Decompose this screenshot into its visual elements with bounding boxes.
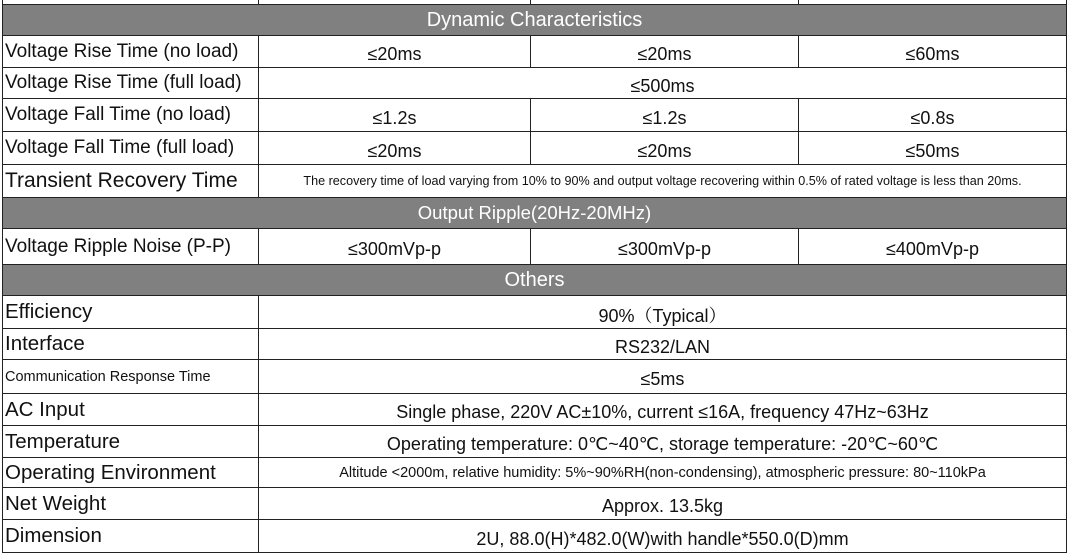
table-row	[3, 36, 1067, 68]
cell-value: ≤50ms	[799, 132, 1067, 165]
section-title: Output Ripple(20Hz-20MHz)	[3, 198, 1067, 229]
table-row	[3, 520, 1067, 553]
cell-value: Approx. 13.5kg	[259, 488, 1067, 520]
row-label: AC Input	[3, 394, 259, 426]
row-label: Communication Response Time	[3, 360, 259, 394]
row-label: Voltage Ripple Noise (P-P)	[3, 229, 259, 265]
cell-value: ≤1.2s	[259, 99, 531, 132]
cell-value: 90%（Typical）	[259, 296, 1067, 329]
cell-value: Single phase, 220V AC±10%, current ≤16A, frequency 47Hz~63Hz	[259, 394, 1067, 426]
row-label: Voltage Rise Time (no load)	[3, 36, 259, 68]
cell-value: ≤20ms	[531, 132, 799, 165]
row-label: Operating Environment	[3, 458, 259, 488]
cell-value: ≤300mVp-p	[531, 229, 799, 265]
section-header-ripple	[3, 198, 1067, 229]
table-row	[3, 458, 1067, 488]
cell-value: Operating temperature: 0℃~40℃, storage temperature: -20℃~60℃	[259, 426, 1067, 458]
table-row	[3, 229, 1067, 265]
row-label: Voltage Fall Time (full load)	[3, 132, 259, 165]
table-row	[3, 360, 1067, 394]
cell-value: 2U, 88.0(H)*482.0(W)with handle*550.0(D)mm	[259, 520, 1067, 553]
row-label: Efficiency	[3, 296, 259, 329]
section-title: Dynamic Characteristics	[3, 5, 1067, 36]
cell-value: ≤20ms	[259, 36, 531, 68]
cell-value: ≤20ms	[259, 132, 531, 165]
table-row	[3, 426, 1067, 458]
cell-value: ≤0.8s	[799, 99, 1067, 132]
row-label: Voltage Fall Time (no load)	[3, 99, 259, 132]
cell-value: ≤5ms	[259, 360, 1067, 394]
cell-value: RS232/LAN	[259, 329, 1067, 360]
cell-value: Altitude <2000m, relative humidity: 5%~90%RH(non-condensing), atmospheric pressure: 80~110kPa	[259, 458, 1067, 488]
table-row	[3, 296, 1067, 329]
row-label: Voltage Rise Time (full load)	[3, 68, 259, 99]
cell-value: The recovery time of load varying from 10% to 90% and output voltage recovering within 0.5% of rated voltage is less than 20ms.	[259, 165, 1067, 198]
spec-table	[2, 0, 1067, 553]
row-label: Temperature	[3, 426, 259, 458]
table-row	[3, 132, 1067, 165]
row-label: Dimension	[3, 520, 259, 553]
table-row	[3, 488, 1067, 520]
section-title: Others	[3, 265, 1067, 296]
cell-value: ≤60ms	[799, 36, 1067, 68]
table-row	[3, 165, 1067, 198]
section-header-others	[3, 265, 1067, 296]
row-label: Interface	[3, 329, 259, 360]
row-label: Transient Recovery Time	[3, 165, 259, 198]
cell-value: ≤500ms	[259, 68, 1067, 99]
cell-value: ≤1.2s	[531, 99, 799, 132]
table-row	[3, 394, 1067, 426]
table-row	[3, 99, 1067, 132]
section-header-dynamic	[3, 5, 1067, 36]
cell-value: ≤400mVp-p	[799, 229, 1067, 265]
cell-value: ≤300mVp-p	[259, 229, 531, 265]
row-label: Net Weight	[3, 488, 259, 520]
cell-value: ≤20ms	[531, 36, 799, 68]
table-row	[3, 329, 1067, 360]
table-row	[3, 68, 1067, 99]
